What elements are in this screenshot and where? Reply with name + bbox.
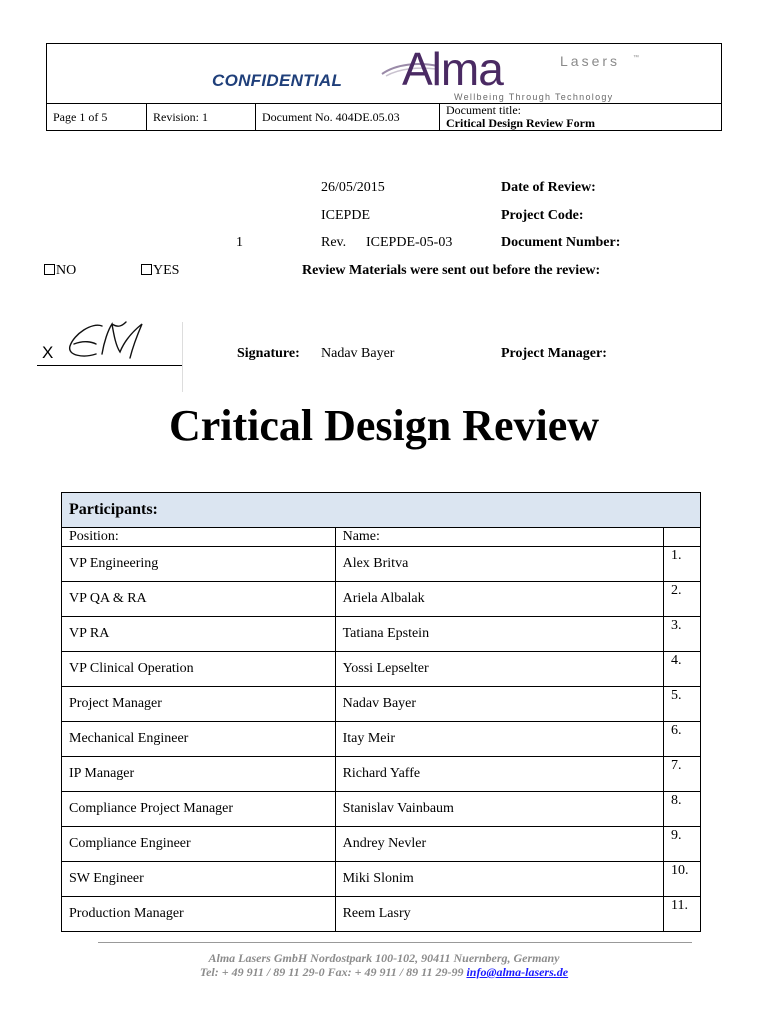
- yes-checkbox[interactable]: [141, 264, 152, 275]
- participant-name: Stanislav Vainbaum: [335, 792, 663, 827]
- document-number: Document No. 404DE.05.03: [262, 110, 400, 124]
- participant-name: Nadav Bayer: [335, 687, 663, 722]
- handwritten-signature-icon: [62, 318, 162, 364]
- participant-row: [62, 582, 701, 617]
- participant-position: VP QA & RA: [62, 582, 336, 617]
- document-number-value: ICEPDE-05-03: [366, 235, 453, 250]
- no-option[interactable]: [44, 263, 76, 279]
- participant-name: Miki Slonim: [335, 862, 663, 897]
- participant-row: [62, 722, 701, 757]
- participant-name: Richard Yaffe: [335, 757, 663, 792]
- no-label: NO: [56, 263, 77, 278]
- participant-position: Project Manager: [62, 687, 336, 722]
- participant-position: VP Clinical Operation: [62, 652, 336, 687]
- document-title-value: Critical Design Review Form: [446, 116, 595, 130]
- participant-number: 11.: [664, 897, 701, 932]
- revision-number: 1: [236, 235, 243, 250]
- participant-name: Alex Britva: [335, 547, 663, 582]
- participant-row: [62, 862, 701, 897]
- participant-rows: [62, 547, 701, 932]
- footer-divider: [98, 942, 692, 943]
- header-cell-divider: [439, 104, 440, 131]
- footer-address: Alma Lasers GmbH Nordostpark 100-102, 90411 Nuernberg, Germany: [208, 951, 560, 965]
- participant-row: [62, 827, 701, 862]
- document-number-label: Document Number:: [501, 235, 621, 250]
- footer-email-link[interactable]: info@alma-lasers.de: [466, 965, 569, 979]
- participant-position: IP Manager: [62, 757, 336, 792]
- review-materials-label: Review Materials were sent out before the review:: [302, 263, 601, 278]
- page-title: Critical Design Review: [168, 401, 600, 450]
- participant-row: [62, 897, 701, 932]
- logo-trademark: ™: [633, 55, 639, 61]
- participant-number: 5.: [664, 687, 701, 722]
- participant-number: 3.: [664, 617, 701, 652]
- project-code-value: ICEPDE: [321, 208, 370, 223]
- participant-row: [62, 617, 701, 652]
- logo-brand: Alma: [402, 43, 503, 95]
- document-title-label: Document title:: [446, 103, 521, 117]
- participant-position: Production Manager: [62, 897, 336, 932]
- footer-phone: Tel: + 49 911 / 89 11 29-0 Fax: + 49 911 / 89 11 29-99: [199, 965, 464, 979]
- review-date-value: 26/05/2015: [321, 180, 385, 195]
- participant-name: Tatiana Epstein: [335, 617, 663, 652]
- participants-heading: Participants:: [62, 493, 701, 528]
- no-checkbox[interactable]: [44, 264, 55, 275]
- logo-lasers: Lasers: [560, 53, 621, 69]
- confidential-label: CONFIDENTIAL: [212, 71, 343, 90]
- participant-row: [62, 687, 701, 722]
- participant-number: 7.: [664, 757, 701, 792]
- position-column-header: Position:: [62, 528, 336, 547]
- participant-position: Mechanical Engineer: [62, 722, 336, 757]
- document-title-block: [446, 104, 595, 130]
- signature-label: Signature:: [237, 346, 300, 361]
- yes-option[interactable]: [141, 263, 179, 279]
- participant-position: Compliance Engineer: [62, 827, 336, 862]
- name-column-header: Name:: [335, 528, 663, 547]
- participant-position: SW Engineer: [62, 862, 336, 897]
- signature-name: Nadav Bayer: [321, 346, 395, 361]
- participant-number: 9.: [664, 827, 701, 862]
- number-column-header: [664, 528, 701, 547]
- review-date-label: Date of Review:: [501, 180, 596, 195]
- participant-number: 8.: [664, 792, 701, 827]
- footer-contact: [0, 965, 768, 980]
- project-manager-label: Project Manager:: [501, 346, 607, 361]
- participant-row: [62, 757, 701, 792]
- participant-name: Itay Meir: [335, 722, 663, 757]
- participant-position: VP Engineering: [62, 547, 336, 582]
- participant-name: Reem Lasry: [335, 897, 663, 932]
- participant-number: 2.: [664, 582, 701, 617]
- yes-label: YES: [153, 263, 180, 278]
- participant-number: 10.: [664, 862, 701, 897]
- logo-tagline: Wellbeing Through Technology: [454, 92, 614, 102]
- page-number: Page 1 of 5: [53, 110, 108, 124]
- participant-name: Yossi Lepselter: [335, 652, 663, 687]
- participant-position: Compliance Project Manager: [62, 792, 336, 827]
- participant-row: [62, 547, 701, 582]
- participant-position: VP RA: [62, 617, 336, 652]
- participant-number: 6.: [664, 722, 701, 757]
- signature-box-edge: [182, 322, 183, 392]
- revision-label: Rev.: [321, 235, 347, 250]
- revision: Revision: 1: [153, 110, 209, 124]
- signature-line: [37, 365, 182, 366]
- participant-name: Ariela Albalak: [335, 582, 663, 617]
- participant-row: [62, 652, 701, 687]
- participant-number: 4.: [664, 652, 701, 687]
- participant-name: Andrey Nevler: [335, 827, 663, 862]
- participant-number: 1.: [664, 547, 701, 582]
- participants-table: [61, 492, 701, 932]
- participant-row: [62, 792, 701, 827]
- signature-x-mark: X: [42, 343, 54, 362]
- project-code-label: Project Code:: [501, 208, 584, 223]
